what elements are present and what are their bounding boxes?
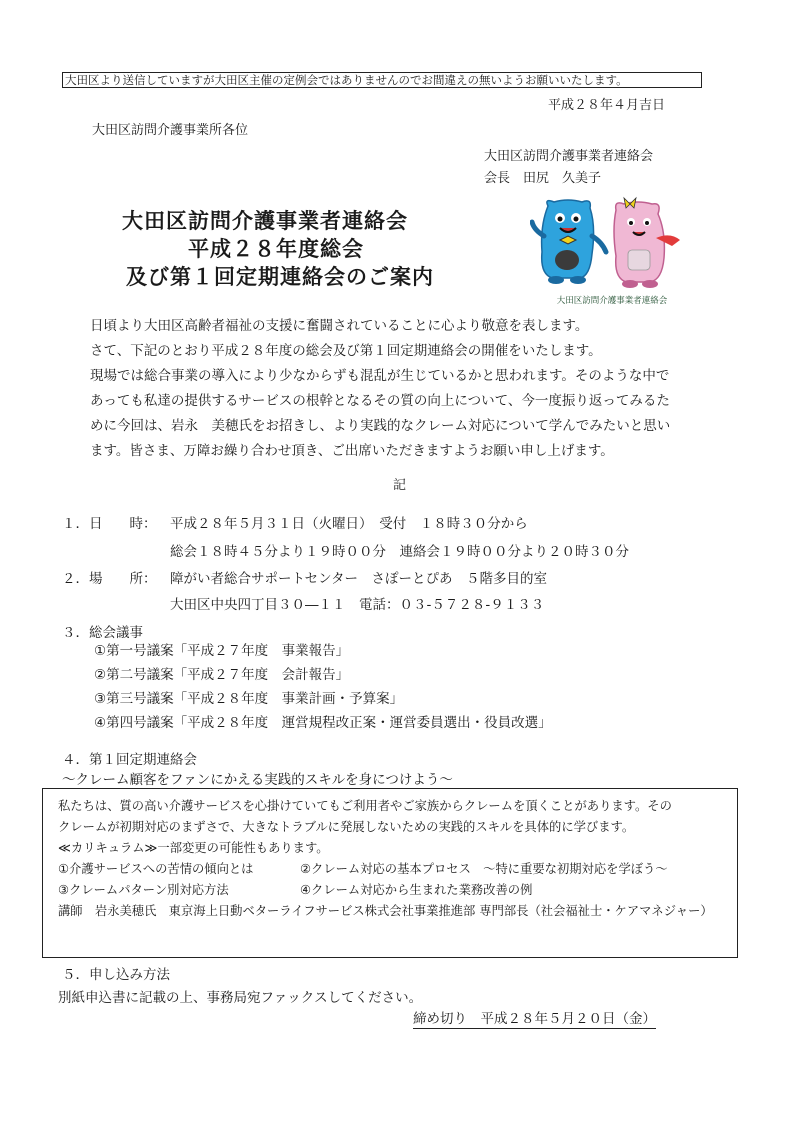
curriculum-row <box>58 880 713 901</box>
pink-mascot-icon <box>614 198 680 288</box>
mascot-caption: 大田区訪問介護事業者連絡会 <box>556 296 668 306</box>
agenda-item: ④第四号議案「平成２８年度 運営規程改正案・運営委員選出・役員改選」 <box>94 715 552 731</box>
curriculum-note: ≪カリキュラム≫一部変更の可能性もあります。 <box>58 841 329 855</box>
intro-paragraph <box>90 314 670 464</box>
box-desc-line: クレームが初期対応のまずさで、大きなトラブルに発展しないための実践的スキルを具体的に学びます。 <box>58 820 635 834</box>
notice-banner: 大田区より送信していますが大田区主催の定例会ではありませんのでお間違えの無いようお願いいたします。 <box>62 72 702 88</box>
intro-line: ます。皆さま、万障お繰り合わせ頂き、ご出席いただきますようお願い申し上げます。 <box>90 443 614 459</box>
lecturer-line: 講師 岩永美穂氏 東京海上日動ベターライフサービス株式会社事業推進部 専門部長（社会福祉士・ケアマネジャー） <box>58 904 713 918</box>
apply-text: 別紙申込書に記載の上、事務局宛ファックスしてください。 <box>58 990 423 1006</box>
box-desc-line: 私たちは、質の高い介護サービスを心掛けていてもご利用者やご家族からクレームを頂くことがあります。その <box>58 799 672 813</box>
curriculum-row <box>58 859 713 880</box>
curriculum-item: ①介護サービスへの苦情の傾向とは <box>58 862 254 876</box>
place-line-1: 障がい者総合サポートセンター さぽーとぴあ ５階多目的室 <box>170 571 548 587</box>
sender-org: 大田区訪問介護事業者連絡会 <box>484 149 654 164</box>
mascot-illustration <box>530 196 690 308</box>
meeting-label: ４．第１回定期連絡会 <box>62 752 197 768</box>
curriculum-item: ④クレーム対応から生まれた業務改善の例 <box>300 883 533 897</box>
title-line-2: 平成２８年度総会 <box>188 237 364 261</box>
apply-label: ５．申し込み方法 <box>62 967 170 983</box>
intro-line: 現場では総合事業の導入により少なからずも混乱が生じているかと思われます。そのような中で <box>90 368 670 384</box>
intro-line: 日頃より大田区高齢者福祉の支援に奮闘されていることに心より敬意を表します。 <box>90 318 589 334</box>
datetime-line-1: 平成２８年５月３１日（火曜日） 受付 １８時３０分から <box>170 516 528 532</box>
blue-mascot-icon <box>532 200 606 284</box>
sender-chair: 会長 田尻 久美子 <box>484 171 602 186</box>
curriculum-text <box>58 796 713 922</box>
agenda-label: ３．総会議事 <box>62 625 143 641</box>
issue-date: 平成２８年４月吉日 <box>548 98 666 113</box>
intro-line: あっても私達の提供するサービスの根幹となるその質の向上について、今一度振り返ってみるた <box>90 393 670 409</box>
curriculum-item: ③クレームパターン別対応方法 <box>58 883 229 897</box>
addressee: 大田区訪問介護事業所各位 <box>92 123 249 138</box>
agenda-item: ②第二号議案「平成２７年度 会計報告」 <box>94 667 350 683</box>
meeting-subtitle: ～クレーム顧客をファンにかえる実践的スキルを身につけよう～ <box>62 772 453 788</box>
intro-line: めに今回は、岩永 美穂氏をお招きし、より実践的なクレーム対応について学んでみたいと思い <box>90 418 671 434</box>
agenda-item: ③第三号議案「平成２８年度 事業計画・予算案」 <box>94 691 404 707</box>
ki-heading: 記 <box>393 478 407 493</box>
datetime-label: １．日 時： <box>62 516 157 532</box>
deadline: 締め切り 平成２８年５月２０日（金） <box>413 1007 656 1029</box>
title-line-3: 及び第１回定期連絡会のご案内 <box>126 265 434 289</box>
agenda-item: ①第一号議案「平成２７年度 事業報告」 <box>94 643 350 659</box>
place-label: ２．場 所： <box>62 571 157 587</box>
title-line-1: 大田区訪問介護事業者連絡会 <box>122 209 408 233</box>
curriculum-item: ②クレーム対応の基本プロセス ～特に重要な初期対応を学ぼう～ <box>300 862 668 876</box>
intro-line: さて、下記のとおり平成２８年度の総会及び第１回定期連絡会の開催をいたします。 <box>90 343 602 359</box>
place-line-2: 大田区中央四丁目３０―１１ 電話：０３-５７２８-９１３３ <box>170 597 545 613</box>
datetime-line-2: 総会１８時４５分より１９時００分 連絡会１９時００分より２０時３０分 <box>170 544 629 560</box>
